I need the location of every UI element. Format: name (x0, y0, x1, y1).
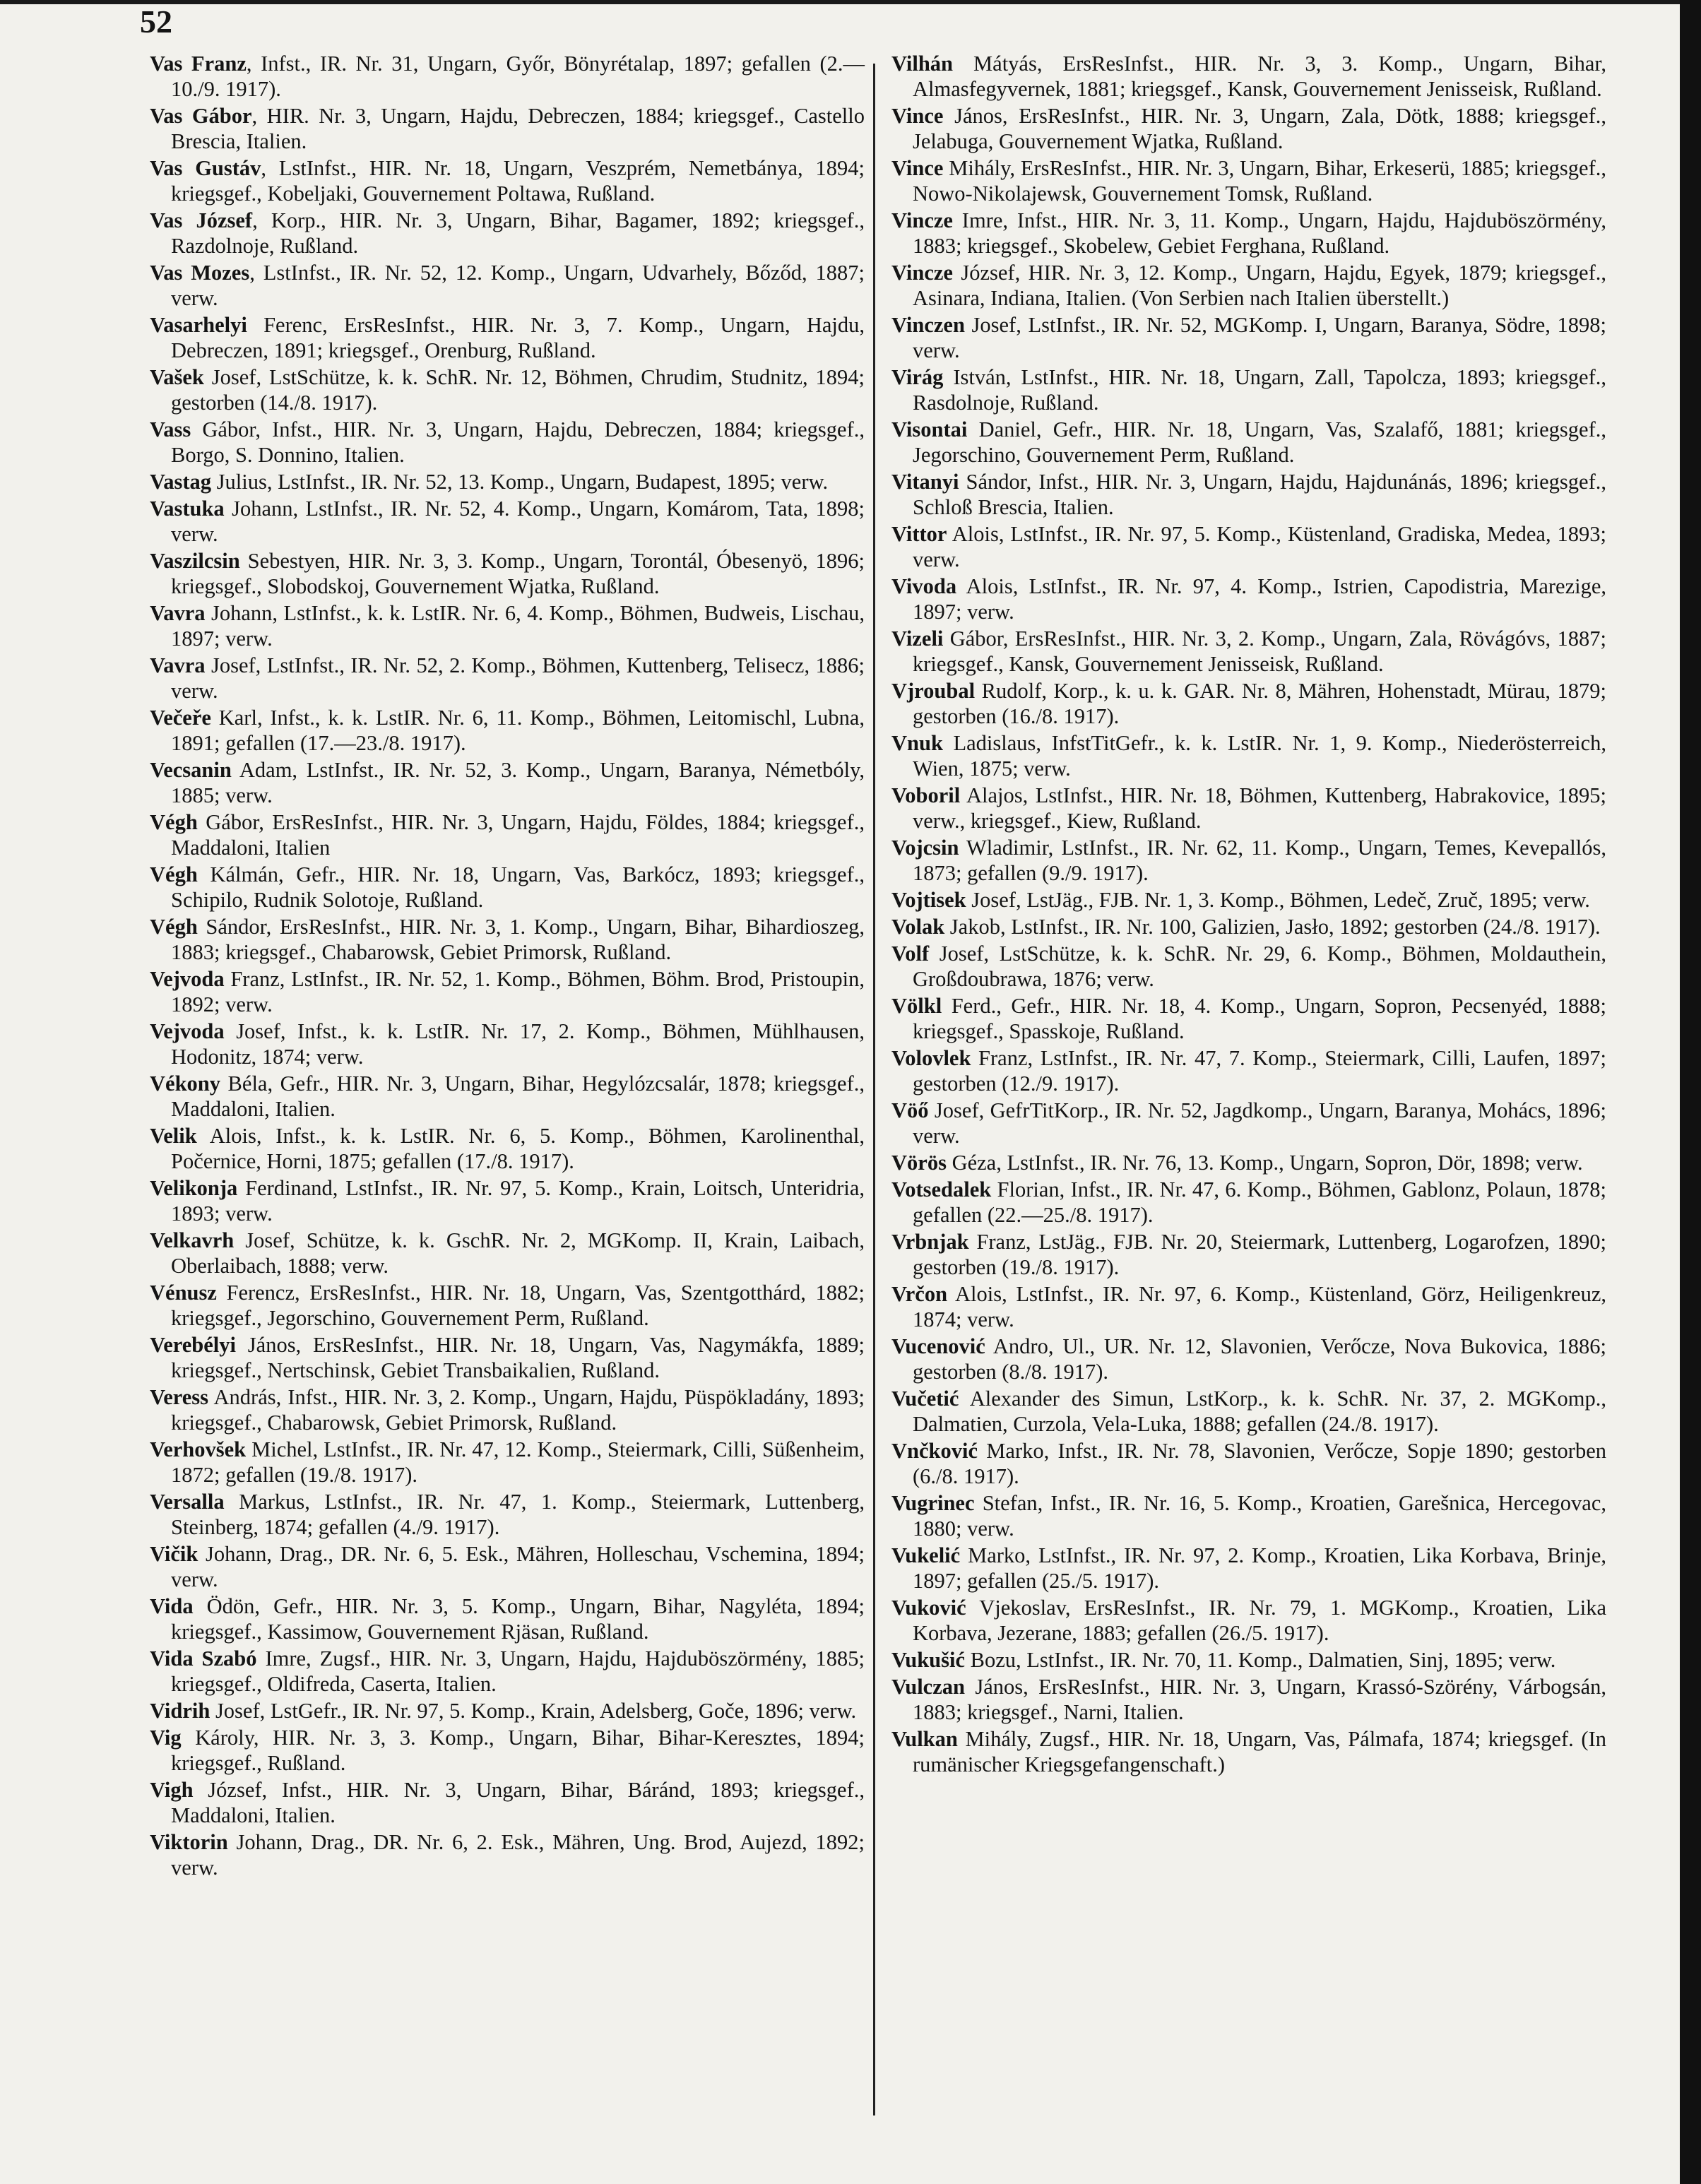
entry-details: János, ErsResInfst., HIR. Nr. 3, Ungarn, Zala, Dötk, 1888; kriegsgef., Jelabuga, Gouvernement Wjatka, Rußland. (913, 104, 1606, 153)
entry-surname: Vasarhelyi (150, 313, 247, 337)
right-column (891, 51, 1606, 1779)
entry-surname: Virág (891, 365, 944, 389)
list-entry (150, 914, 865, 965)
list-entry (891, 626, 1606, 677)
entry-details: Daniel, Gefr., HIR. Nr. 18, Ungarn, Vas, Szalafő, 1881; kriegsgef., Jegorschino, Gouvernement Perm, Rußland. (913, 417, 1606, 467)
list-entry (150, 1384, 865, 1435)
list-entry (150, 1725, 865, 1776)
entry-details: Ferd., Gefr., HIR. Nr. 18, 4. Komp., Ungarn, Sopron, Pecsenyéd, 1888; kriegsgef., Spasskoje, Rußland. (913, 994, 1606, 1043)
list-entry (891, 941, 1606, 992)
entry-surname: Vig (150, 1726, 182, 1750)
entry-surname: Végh (150, 862, 198, 886)
entry-details: József, HIR. Nr. 3, 12. Komp., Ungarn, Hajdu, Egyek, 1879; kriegsgef., Asinara, Indiana, Italien. (Von Serbien nach Italien überstellt.) (913, 261, 1606, 310)
list-entry (891, 521, 1606, 572)
entry-surname: Vučetić (891, 1387, 959, 1411)
entry-details: István, LstInfst., HIR. Nr. 18, Ungarn, Zall, Tapolcza, 1893; kriegsgef., Rasdolnoje, Rußland. (913, 365, 1606, 415)
entry-surname: Vastag (150, 470, 212, 494)
entry-surname: Vaszilcsin (150, 549, 240, 573)
list-entry (150, 1646, 865, 1697)
list-entry (150, 809, 865, 860)
entry-surname: Verhovšek (150, 1437, 247, 1461)
column-divider (873, 64, 875, 2115)
entry-details: Johann, LstInfst., k. k. LstIR. Nr. 6, 4. Komp., Böhmen, Budweis, Lischau, 1897; verw. (171, 601, 865, 651)
entry-details: Ferdinand, LstInfst., IR. Nr. 97, 5. Komp., Krain, Loitsch, Unteridria, 1893; verw. (171, 1176, 865, 1225)
entry-details: Michel, LstInfst., IR. Nr. 47, 12. Komp., Steiermark, Cilli, Süßenheim, 1872; gefallen (19./8. 1917). (171, 1437, 865, 1487)
entry-details: Kálmán, Gefr., HIR. Nr. 18, Ungarn, Vas, Barkócz, 1893; kriegsgef., Schipilo, Rudnik Solotoje, Rußland. (171, 862, 865, 912)
list-entry (891, 364, 1606, 415)
entry-surname: Vukelić (891, 1543, 961, 1567)
entry-details: Gábor, ErsResInfst., HIR. Nr. 3, 2. Komp., Ungarn, Zala, Rövágóvs, 1887; kriegsgef., Kansk, Gouvernement Jenisseisk, Rußland. (913, 627, 1606, 676)
list-entry (150, 548, 865, 599)
entry-surname: Visontai (891, 417, 968, 441)
entry-surname: Vnuk (891, 731, 943, 755)
entry-surname: Voboril (891, 783, 961, 807)
entry-details: József, Infst., HIR. Nr. 3, Ungarn, Bihar, Báránd, 1893; kriegsgef., Maddaloni, Italien. (171, 1778, 865, 1827)
entry-details: Karl, Infst., k. k. LstIR. Nr. 6, 11. Komp., Böhmen, Leitomischl, Lubna, 1891; gefallen (17.—23./8. 1917). (171, 706, 865, 755)
entry-surname: Vičik (150, 1542, 198, 1566)
page-number: 52 (140, 4, 172, 40)
entry-details: Stefan, Infst., IR. Nr. 16, 5. Komp., Kroatien, Garešnica, Hercegovac, 1880; verw. (913, 1491, 1606, 1541)
entry-surname: Vincze (891, 261, 953, 285)
entry-surname: Vincze (891, 208, 953, 232)
entry-surname: Vejvoda (150, 1019, 225, 1043)
entry-surname: Vrbnjak (891, 1230, 969, 1254)
entry-details: Mihály, Zugsf., HIR. Nr. 18, Ungarn, Vas, Pálmafa, 1874; kriegsgef. (In rumänischer Kriegsgefangenschaft.) (913, 1727, 1606, 1776)
entry-details: Ödön, Gefr., HIR. Nr. 3, 5. Komp., Ungarn, Bihar, Nagyléta, 1894; kriegsgef., Kassimow, Gouvernement Rjäsan, Rußland. (171, 1594, 865, 1644)
entry-details: Gábor, ErsResInfst., HIR. Nr. 3, Ungarn, Hajdu, Földes, 1884; kriegsgef., Maddaloni, Italien (171, 810, 865, 860)
entry-details: András, Infst., HIR. Nr. 3, 2. Komp., Ungarn, Hajdu, Püspökladány, 1893; kriegsgef., Chabarowsk, Gebiet Primorsk, Rußland. (171, 1385, 865, 1435)
entry-surname: Vida (150, 1594, 194, 1618)
list-entry (150, 1437, 865, 1488)
list-entry (891, 1438, 1606, 1489)
entry-details: Alois, LstInfst., IR. Nr. 97, 6. Komp., Küstenland, Görz, Heiligenkreuz, 1874; verw. (913, 1282, 1606, 1331)
entry-surname: Vavra (150, 601, 206, 625)
list-entry (891, 835, 1606, 886)
list-entry (891, 914, 1606, 939)
page-right-edge (1680, 0, 1701, 2184)
list-entry (150, 51, 865, 102)
entry-surname: Veress (150, 1385, 209, 1409)
entry-details: , HIR. Nr. 3, Ungarn, Hajdu, Debreczen, 1884; kriegsgef., Castello Brescia, Italien. (171, 104, 865, 153)
entry-surname: Vida Szabó (150, 1646, 257, 1670)
entry-surname: Vecsanin (150, 758, 232, 782)
list-entry (150, 103, 865, 154)
entry-details: Josef, Infst., k. k. LstIR. Nr. 17, 2. Komp., Böhmen, Mühlhausen, Hodonitz, 1874; verw. (171, 1019, 865, 1069)
entry-surname: Vuković (891, 1596, 966, 1620)
entry-surname: Vigh (150, 1778, 194, 1802)
entry-details: Bozu, LstInfst., IR. Nr. 70, 11. Komp., Dalmatien, Sinj, 1895; verw. (965, 1648, 1556, 1672)
list-entry (891, 1386, 1606, 1437)
list-entry (150, 600, 865, 651)
list-entry (891, 1177, 1606, 1228)
list-entry (150, 469, 865, 494)
entry-details: Mátyás, ErsResInfst., HIR. Nr. 3, 3. Komp., Ungarn, Bihar, Almasfegyvernek, 1881; kriegsgef., Kansk, Gouvernement Jenisseisk, Rußland. (913, 52, 1606, 101)
list-entry (150, 862, 865, 913)
list-entry (150, 1541, 865, 1592)
entry-details: , LstInfst., HIR. Nr. 18, Ungarn, Veszprém, Nemetbánya, 1894; kriegsgef., Kobeljaki, Gouvernement Poltawa, Rußland. (171, 156, 865, 206)
entry-details: Géza, LstInfst., IR. Nr. 76, 13. Komp., Ungarn, Sopron, Dör, 1898; verw. (946, 1151, 1583, 1175)
entry-details: Alajos, LstInfst., HIR. Nr. 18, Böhmen, Kuttenberg, Habrakovice, 1895; verw., kriegsgef., Kiew, Rußland. (913, 783, 1606, 833)
entry-surname: Vejvoda (150, 967, 225, 991)
entry-surname: Vittor (891, 522, 947, 546)
list-entry (150, 1777, 865, 1828)
list-entry (891, 1490, 1606, 1541)
list-entry (150, 312, 865, 363)
entry-details: Alois, Infst., k. k. LstIR. Nr. 6, 5. Komp., Böhmen, Karolinenthal, Počernice, Horni, 1875; gefallen (17./8. 1917). (171, 1124, 865, 1173)
entry-details: János, ErsResInfst., HIR. Nr. 18, Ungarn, Vas, Nagymákfa, 1889; kriegsgef., Nertschinsk, Gebiet Transbaikalien, Rußland. (171, 1333, 865, 1382)
entry-surname: Vivoda (891, 574, 957, 598)
entry-surname: Vavra (150, 653, 206, 677)
list-entry (891, 993, 1606, 1044)
entry-details: Wladimir, LstInfst., IR. Nr. 62, 11. Komp., Ungarn, Temes, Kevepallós, 1873; gefallen (9./9. 1917). (913, 836, 1606, 885)
entry-details: Josef, LstJäg., FJB. Nr. 1, 3. Komp., Böhmen, Ledeč, Zruč, 1895; verw. (966, 888, 1590, 912)
list-entry (150, 705, 865, 756)
entry-surname: Völkl (891, 994, 942, 1018)
entry-details: Josef, LstInfst., IR. Nr. 52, 2. Komp., Böhmen, Kuttenberg, Telisecz, 1886; verw. (171, 653, 865, 703)
list-entry (150, 1489, 865, 1540)
entry-details: Alexander des Simun, LstKorp., k. k. SchR. Nr. 37, 2. MGKomp., Dalmatien, Curzola, Vela-Luka, 1888; gefallen (24./8. 1917). (913, 1387, 1606, 1436)
entry-surname: Vas Mozes (150, 261, 250, 285)
entry-surname: Vöő (891, 1098, 929, 1122)
list-entry (891, 260, 1606, 311)
list-entry (891, 312, 1606, 363)
list-entry (891, 1150, 1606, 1175)
page-top-edge (0, 0, 1701, 4)
entry-details: , Korp., HIR. Nr. 3, Ungarn, Bihar, Bagamer, 1892; kriegsgef., Razdolnoje, Rußland. (171, 208, 865, 258)
entry-surname: Vince (891, 104, 944, 128)
list-entry (891, 1045, 1606, 1096)
entry-surname: Velkavrh (150, 1228, 235, 1252)
list-entry (150, 1594, 865, 1644)
entry-surname: Vucenović (891, 1334, 985, 1358)
entry-surname: Vulczan (891, 1675, 965, 1699)
entry-details: Imre, Zugsf., HIR. Nr. 3, Ungarn, Hajdu, Hajduböszörmény, 1885; kriegsgef., Oldifreda, Caserta, Italien. (171, 1646, 865, 1696)
entry-details: Sándor, ErsResInfst., HIR. Nr. 3, 1. Komp., Ungarn, Bihar, Bihardioszeg, 1883; kriegsgef., Chabarowsk, Gebiet Primorsk, Rußland. (171, 915, 865, 964)
list-entry (891, 678, 1606, 729)
entry-details: Johann, Drag., DR. Nr. 6, 2. Esk., Mähren, Ung. Brod, Aujezd, 1892; verw. (171, 1830, 865, 1880)
entry-surname: Vojcsin (891, 836, 959, 860)
entry-surname: Vas Gustáv (150, 156, 261, 180)
entry-details: , LstInfst., IR. Nr. 52, 12. Komp., Ungarn, Udvarhely, Bőződ, 1887; verw. (171, 261, 865, 310)
list-entry (150, 364, 865, 415)
entry-details: Franz, LstJäg., FJB. Nr. 20, Steiermark, Luttenberg, Logarofzen, 1890; gestorben (19./8. 1917). (913, 1230, 1606, 1279)
list-entry (150, 1698, 865, 1723)
entry-surname: Vukušić (891, 1648, 965, 1672)
entry-details: Sándor, Infst., HIR. Nr. 3, Ungarn, Hajdu, Hajdunánás, 1896; kriegsgef., Schloß Brescia, Italien. (913, 470, 1606, 519)
entry-details: Ferencz, ErsResInfst., HIR. Nr. 18, Ungarn, Vas, Szentgotthárd, 1882; kriegsgef., Jegorschino, Gouvernement Perm, Rußland. (171, 1281, 865, 1330)
entry-surname: Verebélyi (150, 1333, 236, 1357)
entry-details: Josef, GefrTitKorp., IR. Nr. 52, Jagdkomp., Ungarn, Baranya, Mohács, 1896; verw. (913, 1098, 1606, 1148)
list-entry (150, 1280, 865, 1331)
list-entry (891, 1281, 1606, 1332)
entry-details: Ladislaus, InfstTitGefr., k. k. LstIR. Nr. 1, 9. Komp., Niederösterreich, Wien, 1875; verw. (913, 731, 1606, 781)
entry-surname: Végh (150, 915, 198, 939)
list-entry (891, 1543, 1606, 1594)
list-entry (150, 966, 865, 1017)
entry-surname: Vilhán (891, 52, 954, 76)
list-entry (891, 783, 1606, 833)
entry-surname: Vjroubal (891, 679, 976, 703)
entry-details: Josef, Schütze, k. k. GschR. Nr. 2, MGKomp. II, Krain, Laibach, Oberlaibach, 1888; verw. (171, 1228, 865, 1278)
entry-surname: Vitanyi (891, 470, 959, 494)
entry-surname: Vugrinec (891, 1491, 975, 1515)
list-entry (891, 1726, 1606, 1777)
list-entry (150, 1829, 865, 1880)
entry-surname: Večeře (150, 706, 211, 730)
list-entry (150, 417, 865, 468)
entry-surname: Vince (891, 156, 944, 180)
list-entry (150, 208, 865, 259)
entry-surname: Vulkan (891, 1727, 958, 1751)
entry-details: Franz, LstInfst., IR. Nr. 52, 1. Komp., Böhmen, Böhm. Brod, Pristoupin, 1892; verw. (171, 967, 865, 1016)
entry-details: Rudolf, Korp., k. u. k. GAR. Nr. 8, Mähren, Hohenstadt, Mürau, 1879; gestorben (16./8. 1917). (913, 679, 1606, 728)
entry-details: Alois, LstInfst., IR. Nr. 97, 4. Komp., Istrien, Capodistria, Marezige, 1897; verw. (913, 574, 1606, 624)
entry-details: Josef, LstGefr., IR. Nr. 97, 5. Komp., Krain, Adelsberg, Goče, 1896; verw. (210, 1699, 857, 1723)
entry-details: Johann, Drag., DR. Nr. 6, 5. Esk., Mähren, Holleschau, Vschemina, 1894; verw. (171, 1542, 865, 1591)
entry-surname: Vnčković (891, 1439, 978, 1463)
entry-details: Josef, LstSchütze, k. k. SchR. Nr. 29, 6. Komp., Böhmen, Moldauthein, Großdoubrawa, 1876; verw. (913, 942, 1606, 991)
entry-surname: Vastuka (150, 497, 225, 521)
list-entry (891, 1334, 1606, 1384)
entry-surname: Velikonja (150, 1176, 238, 1200)
entry-details: Markus, LstInfst., IR. Nr. 47, 1. Komp., Steiermark, Luttenberg, Steinberg, 1874; gefallen (4./9. 1917). (171, 1490, 865, 1539)
entry-details: Béla, Gefr., HIR. Nr. 3, Ungarn, Bihar, Hegylózcsalár, 1878; kriegsgef., Maddaloni, Italien. (171, 1072, 865, 1121)
entry-details: Gábor, Infst., HIR. Nr. 3, Ungarn, Hajdu, Debreczen, 1884; kriegsgef., Borgo, S. Donnino, Italien. (171, 417, 865, 467)
entry-details: Adam, LstInfst., IR. Nr. 52, 3. Komp., Ungarn, Baranya, Németbóly, 1885; verw. (171, 758, 865, 807)
entry-details: Julius, LstInfst., IR. Nr. 52, 13. Komp., Ungarn, Budapest, 1895; verw. (211, 470, 829, 494)
list-entry (891, 1674, 1606, 1725)
list-entry (150, 1019, 865, 1069)
entry-details: Johann, LstInfst., IR. Nr. 52, 4. Komp., Ungarn, Komárom, Tata, 1898; verw. (171, 497, 865, 546)
list-entry (150, 757, 865, 808)
list-entry (891, 1229, 1606, 1280)
list-entry (150, 653, 865, 704)
list-entry (150, 1228, 865, 1278)
entry-details: János, ErsResInfst., HIR. Nr. 3, Ungarn, Krassó-Szörény, Várbogsán, 1883; kriegsgef., Narni, Italien. (913, 1675, 1606, 1724)
entry-surname: Volf (891, 942, 930, 966)
entry-surname: Vizeli (891, 627, 944, 651)
list-entry (891, 887, 1606, 913)
entry-surname: Volovlek (891, 1046, 971, 1070)
entry-surname: Velik (150, 1124, 197, 1148)
list-entry (150, 1332, 865, 1383)
entry-surname: Vidrih (150, 1699, 211, 1723)
list-entry (891, 155, 1606, 206)
entry-surname: Vörös (891, 1151, 947, 1175)
entry-details: Károly, HIR. Nr. 3, 3. Komp., Ungarn, Bihar, Bihar-Keresztes, 1894; kriegsgef., Rußland. (171, 1726, 865, 1775)
entry-surname: Versalla (150, 1490, 225, 1514)
entry-details: Franz, LstInfst., IR. Nr. 47, 7. Komp., Steiermark, Cilli, Laufen, 1897; gestorben (12./9. 1917). (913, 1046, 1606, 1096)
entry-details: Mihály, ErsResInfst., HIR. Nr. 3, Ungarn, Bihar, Erkeserü, 1885; kriegsgef., Nowo-Nikolajewsk, Gouvernement Tomsk, Rußland. (913, 156, 1606, 206)
entry-surname: Vrčon (891, 1282, 948, 1306)
entry-surname: Viktorin (150, 1830, 228, 1854)
list-entry (150, 155, 865, 206)
entry-details: Marko, LstInfst., IR. Nr. 97, 2. Komp., Kroatien, Lika Korbava, Brinje, 1897; gefallen (25./5. 1917). (913, 1543, 1606, 1593)
entry-surname: Vas József (150, 208, 253, 232)
list-entry (891, 103, 1606, 154)
entry-details: Andro, Ul., UR. Nr. 12, Slavonien, Verőcze, Nova Bukovica, 1886; gestorben (8./8. 1917). (913, 1334, 1606, 1384)
entry-surname: Votsedalek (891, 1177, 992, 1201)
list-entry (891, 469, 1606, 520)
entry-surname: Vénusz (150, 1281, 217, 1305)
entry-surname: Végh (150, 810, 198, 834)
entry-surname: Vas Gábor (150, 104, 252, 128)
entry-surname: Vas Franz (150, 52, 247, 76)
list-entry (150, 260, 865, 311)
entry-surname: Volak (891, 915, 945, 939)
list-entry (891, 417, 1606, 468)
list-entry (150, 1071, 865, 1122)
entry-surname: Vékony (150, 1072, 220, 1096)
entry-details: Vjekoslav, ErsResInfst., IR. Nr. 79, 1. MGKomp., Kroatien, Lika Korbava, Jezerane, 1883; gefallen (26./5. 1917). (913, 1596, 1606, 1645)
list-entry (891, 1595, 1606, 1646)
list-entry (891, 51, 1606, 102)
entry-details: Ferenc, ErsResInfst., HIR. Nr. 3, 7. Komp., Ungarn, Hajdu, Debreczen, 1891; kriegsgef., Orenburg, Rußland. (171, 313, 865, 362)
entry-surname: Vojtisek (891, 888, 966, 912)
entry-surname: Vašek (150, 365, 204, 389)
entry-details: , Infst., IR. Nr. 31, Ungarn, Győr, Bönyrétalap, 1897; gefallen (2.—10./9. 1917). (171, 52, 865, 101)
entry-surname: Vass (150, 417, 191, 441)
list-entry (150, 496, 865, 547)
entry-surname: Vinczen (891, 313, 965, 337)
entry-details: Marko, Infst., IR. Nr. 78, Slavonien, Verőcze, Sopje 1890; gestorben (6./8. 1917). (913, 1439, 1606, 1488)
entry-details: Florian, Infst., IR. Nr. 47, 6. Komp., Böhmen, Gablonz, Polaun, 1878; gefallen (22.—25./8. 1917). (913, 1177, 1606, 1227)
list-entry (891, 1647, 1606, 1673)
entry-details: Sebestyen, HIR. Nr. 3, 3. Komp., Ungarn, Torontál, Óbesenyö, 1896; kriegsgef., Slobodskoj, Gouvernement Wjatka, Rußland. (171, 549, 865, 598)
left-column (150, 51, 865, 1882)
list-entry (891, 1098, 1606, 1149)
list-entry (150, 1175, 865, 1226)
entry-details: Imre, Infst., HIR. Nr. 3, 11. Komp., Ungarn, Hajdu, Hajduböszörmény, 1883; kriegsgef., Skobelew, Gebiet Ferghana, Rußland. (913, 208, 1606, 258)
entry-details: Josef, LstInfst., IR. Nr. 52, MGKomp. I, Ungarn, Baranya, Södre, 1898; verw. (913, 313, 1606, 362)
list-entry (891, 208, 1606, 259)
entry-details: Jakob, LstInfst., IR. Nr. 100, Galizien, Jasło, 1892; gestorben (24./8. 1917). (944, 915, 1601, 939)
list-entry (150, 1123, 865, 1174)
entry-details: Alois, LstInfst., IR. Nr. 97, 5. Komp., Küstenland, Gradiska, Medea, 1893; verw. (913, 522, 1606, 571)
entry-details: Josef, LstSchütze, k. k. SchR. Nr. 12, Böhmen, Chrudim, Studnitz, 1894; gestorben (14./8. 1917). (171, 365, 865, 415)
list-entry (891, 574, 1606, 624)
list-entry (891, 730, 1606, 781)
